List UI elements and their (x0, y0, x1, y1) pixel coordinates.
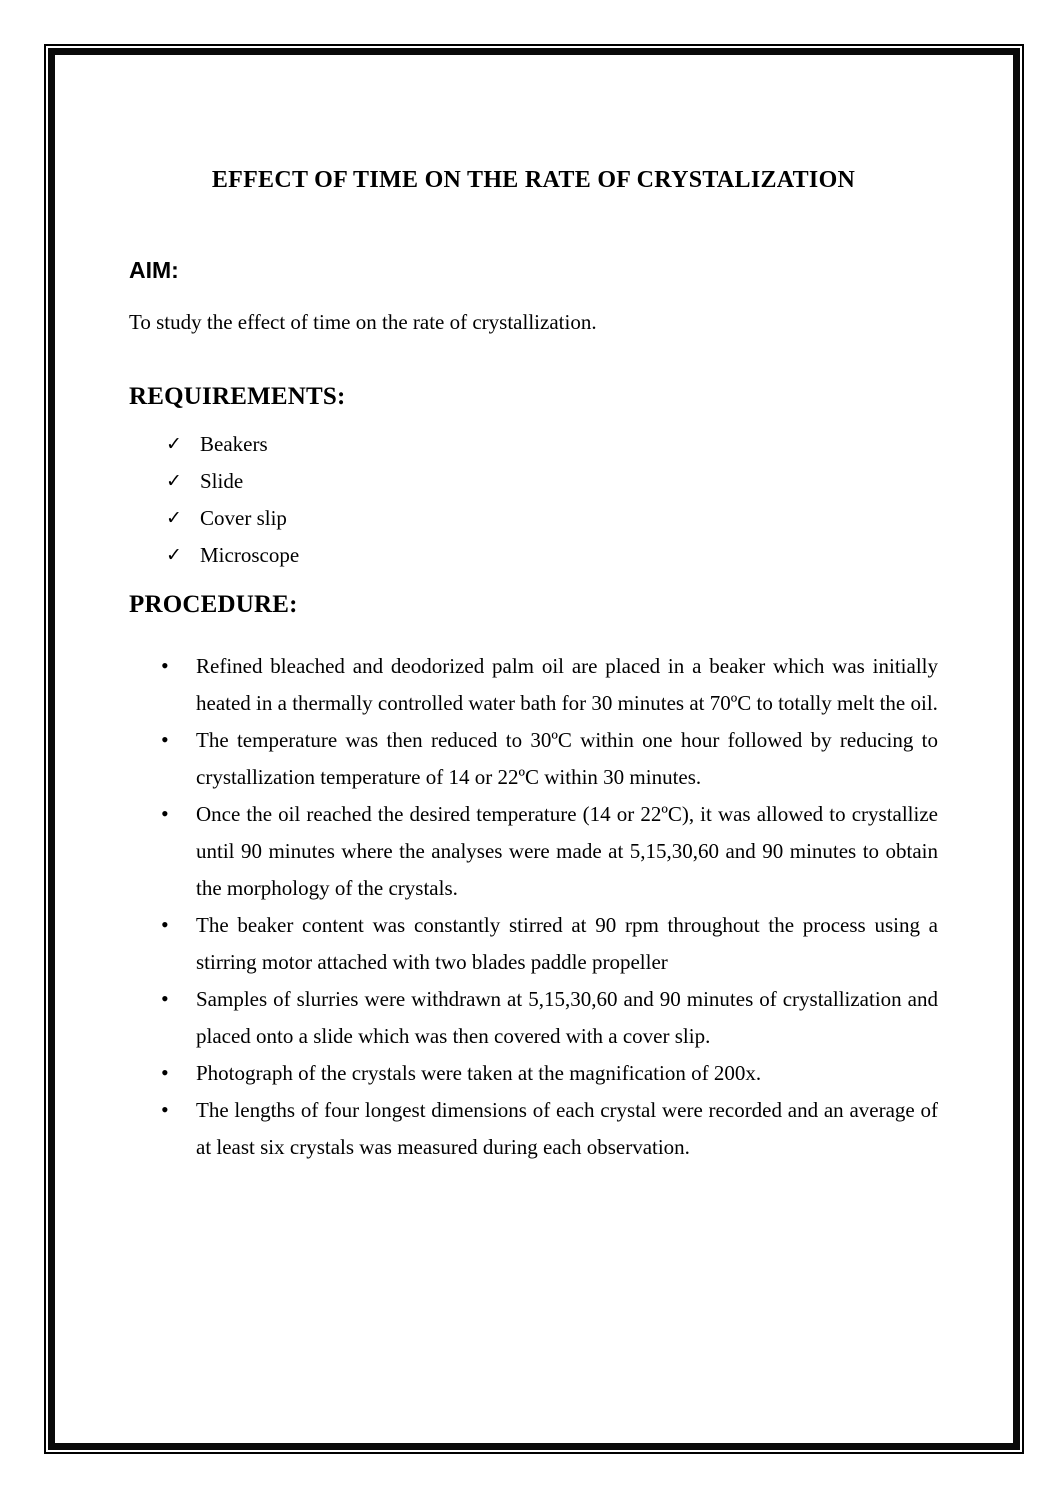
checkmark-icon: ✓ (166, 544, 182, 566)
requirement-item (129, 463, 938, 500)
aim-heading: AIM: (129, 257, 179, 283)
requirement-item (129, 426, 938, 463)
checkmark-icon: ✓ (166, 470, 182, 492)
aim-text: To study the effect of time on the rate of crystallization. (129, 310, 597, 334)
bullet-icon: • (161, 801, 169, 826)
requirement-item (129, 500, 938, 537)
procedure-text: Samples of slurries were withdrawn at 5,15,30,60 and 90 minutes of crystallization and placed onto a slide which was then covered with a cover slip. (196, 987, 938, 1048)
bullet-icon: • (161, 1097, 169, 1122)
requirement-label: Slide (200, 469, 244, 493)
document-title: EFFECT OF TIME ON THE RATE OF CRYSTALIZATION (211, 167, 856, 193)
bullet-icon: • (161, 1060, 169, 1085)
requirement-item (129, 537, 938, 574)
procedure-item (129, 907, 938, 981)
bullet-icon: • (161, 986, 169, 1011)
procedure-item (129, 722, 938, 796)
procedure-text: Once the oil reached the desired temperature (14 or 22ºC), it was allowed to crystallize until 90 minutes where the analyses were made at 5,15,30,60 and 90 minutes to obtain the morphology of the crystals. (196, 802, 938, 900)
procedure-text: Photograph of the crystals were taken at the magnification of 200x. (196, 1061, 762, 1085)
requirements-list (129, 426, 938, 574)
procedure-item (129, 648, 938, 722)
bullet-icon: • (161, 653, 169, 678)
procedure-text: Refined bleached and deodorized palm oil are placed in a beaker which was initially heated in a thermally controlled water bath for 30 minutes at 70ºC to totally melt the oil. (196, 654, 938, 715)
checkmark-icon: ✓ (166, 433, 182, 455)
procedure-text: The beaker content was constantly stirred at 90 rpm throughout the process using a stirring motor attached with two blades paddle propeller (196, 913, 938, 974)
procedure-text: The temperature was then reduced to 30ºC within one hour followed by reducing to crystallization temperature of 14 or 22ºC within 30 minutes. (196, 728, 938, 789)
requirement-label: Beakers (200, 432, 268, 456)
requirement-label: Microscope (200, 543, 300, 567)
procedure-item (129, 981, 938, 1055)
requirements-heading: REQUIREMENTS: (129, 383, 346, 410)
procedure-list (129, 648, 938, 1166)
procedure-text: The lengths of four longest dimensions of each crystal were recorded and an average of at least six crystals was measured during each observation. (196, 1098, 938, 1159)
document-content (129, 44, 938, 1166)
bullet-icon: • (161, 727, 169, 752)
bullet-icon: • (161, 912, 169, 937)
requirement-label: Cover slip (200, 506, 287, 530)
procedure-item (129, 1055, 938, 1092)
procedure-item (129, 796, 938, 907)
procedure-heading: PROCEDURE: (129, 591, 298, 618)
procedure-item (129, 1092, 938, 1166)
checkmark-icon: ✓ (166, 507, 182, 529)
